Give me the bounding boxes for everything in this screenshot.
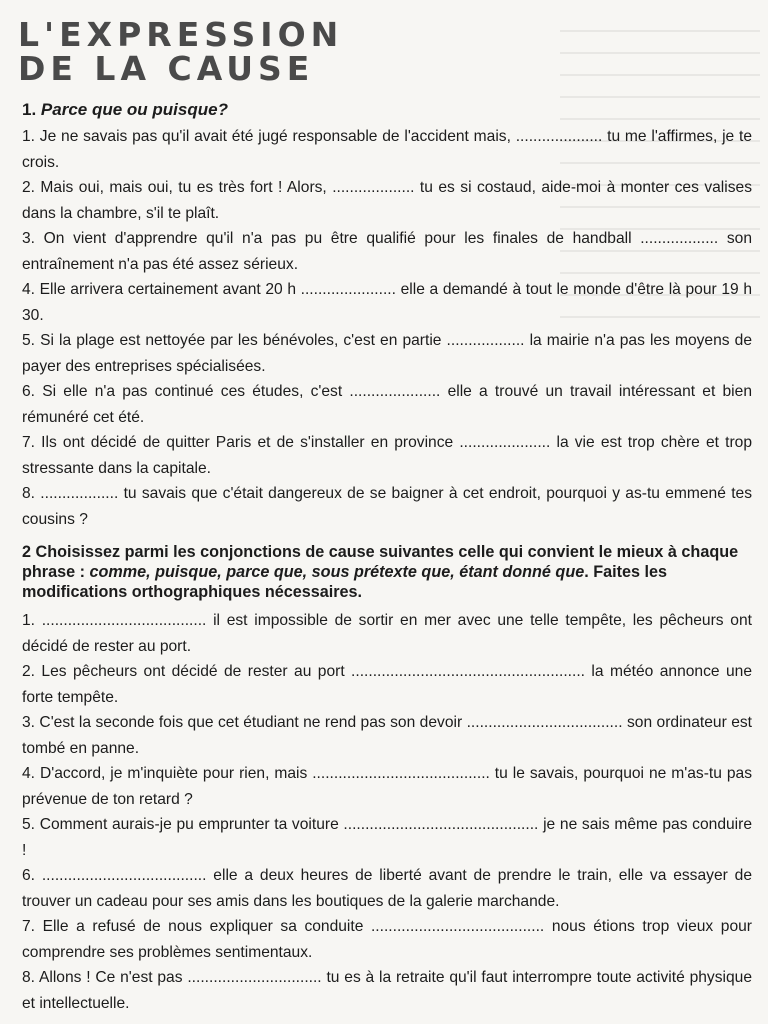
exercise-2-item: 2. Les pêcheurs ont décidé de rester au port ...................................................... la météo annonce une forte tempête. (22, 663, 752, 706)
exercise-2-item: 3. C'est la seconde fois que cet étudiant ne rend pas son devoir .................................... son ordinateur est tombé en panne. (22, 714, 752, 757)
exercise-2-heading (22, 542, 752, 602)
exercise-1-item: 6. Si elle n'a pas continué ces études, c'est ..................... elle a trouvé un travail intéressant et bien rémunéré cet été. (22, 383, 752, 426)
exercise-2-conjunction-list: comme, puisque, parce que, sous prétexte que, étant donné que (89, 563, 585, 581)
exercise-2 (22, 542, 752, 1016)
exercise-2-item: 5. Comment aurais-je pu emprunter ta voiture ............................................. je ne sais même pas conduire ! (22, 816, 752, 859)
exercise-1-item: 3. On vient d'apprendre qu'il n'a pas pu être qualifié pour les finales de handball .................. son entraînement n'a pas été assez sérieux. (22, 230, 752, 273)
page-title (18, 15, 344, 88)
exercise-1 (22, 100, 752, 532)
exercise-2-instruction-end: . Faites les modifications orthographiques nécessaires. (22, 563, 667, 601)
exercise-2-item: 4. D'accord, je m'inquiète pour rien, mais ......................................... tu le savais, pourquoi ne m'as-tu pas prévenue de ton retard ? (22, 765, 752, 808)
heading-ou: ou (122, 100, 153, 119)
exercise-1-item: 5. Si la plage est nettoyée par les bénévoles, c'est en partie .................. la mairie n'a pas les moyens de payer des entreprises spécialisées. (22, 332, 752, 375)
exercise-1-item: 4. Elle arrivera certainement avant 20 h ...................... elle a demandé à tout le monde d'être là pour 19 h 30. (22, 281, 752, 324)
exercise-1-item: 1. Je ne savais pas qu'il avait été jugé responsable de l'accident mais, .................... tu me l'affirmes, je te crois. (22, 128, 752, 171)
exercise-2-item: 1. ...................................... il est impossible de sortir en mer avec une telle tempête, les pêcheurs ont décidé de rester au port. (22, 612, 752, 655)
exercise-2-item: 6. ...................................... elle a deux heures de liberté avant de prendre le train, elle va essayer de trouver un cadeau pour ses amis dans les boutiques de la galerie marchande. (22, 867, 752, 910)
exercise-2-item: 7. Elle a refusé de nous expliquer sa conduite ........................................ nous étions trop vieux pour comprendre ses problèmes sentimentaux. (22, 918, 752, 961)
heading-parce-que: Parce que (40, 100, 123, 119)
exercise-1-item: 2. Mais oui, mais oui, tu es très fort ! Alors, ................... tu es si costaud, aide-moi à monter ces valises dans la chambre, s'il te plaît. (22, 179, 752, 222)
heading-puisque: puisque (152, 100, 218, 119)
exercise-1-number: 1. (22, 100, 37, 119)
exercise-2-instruction: 2 Choisissez parmi les conjonctions de cause suivantes celle qui convient le mieux à chaque phrase : (22, 543, 739, 581)
title-line-2: DE LA CAUSE (18, 49, 315, 88)
exercise-1-heading (22, 100, 752, 120)
exercise-1-item: 8. .................. tu savais que c'était dangereux de se baigner à cet endroit, pourquoi y as-tu emmené tes cousins ? (22, 485, 752, 528)
heading-question-mark: ? (217, 100, 228, 119)
title-line-1: L'EXPRESSION (18, 15, 344, 54)
exercise-2-item: 8. Allons ! Ce n'est pas ............................... tu es à la retraite qu'il faut interrompre toute activité physique et intellectuelle. (22, 969, 752, 1012)
exercise-1-item: 7. Ils ont décidé de quitter Paris et de s'installer en province ..................... la vie est trop chère et trop stressante dans la capitale. (22, 434, 752, 477)
